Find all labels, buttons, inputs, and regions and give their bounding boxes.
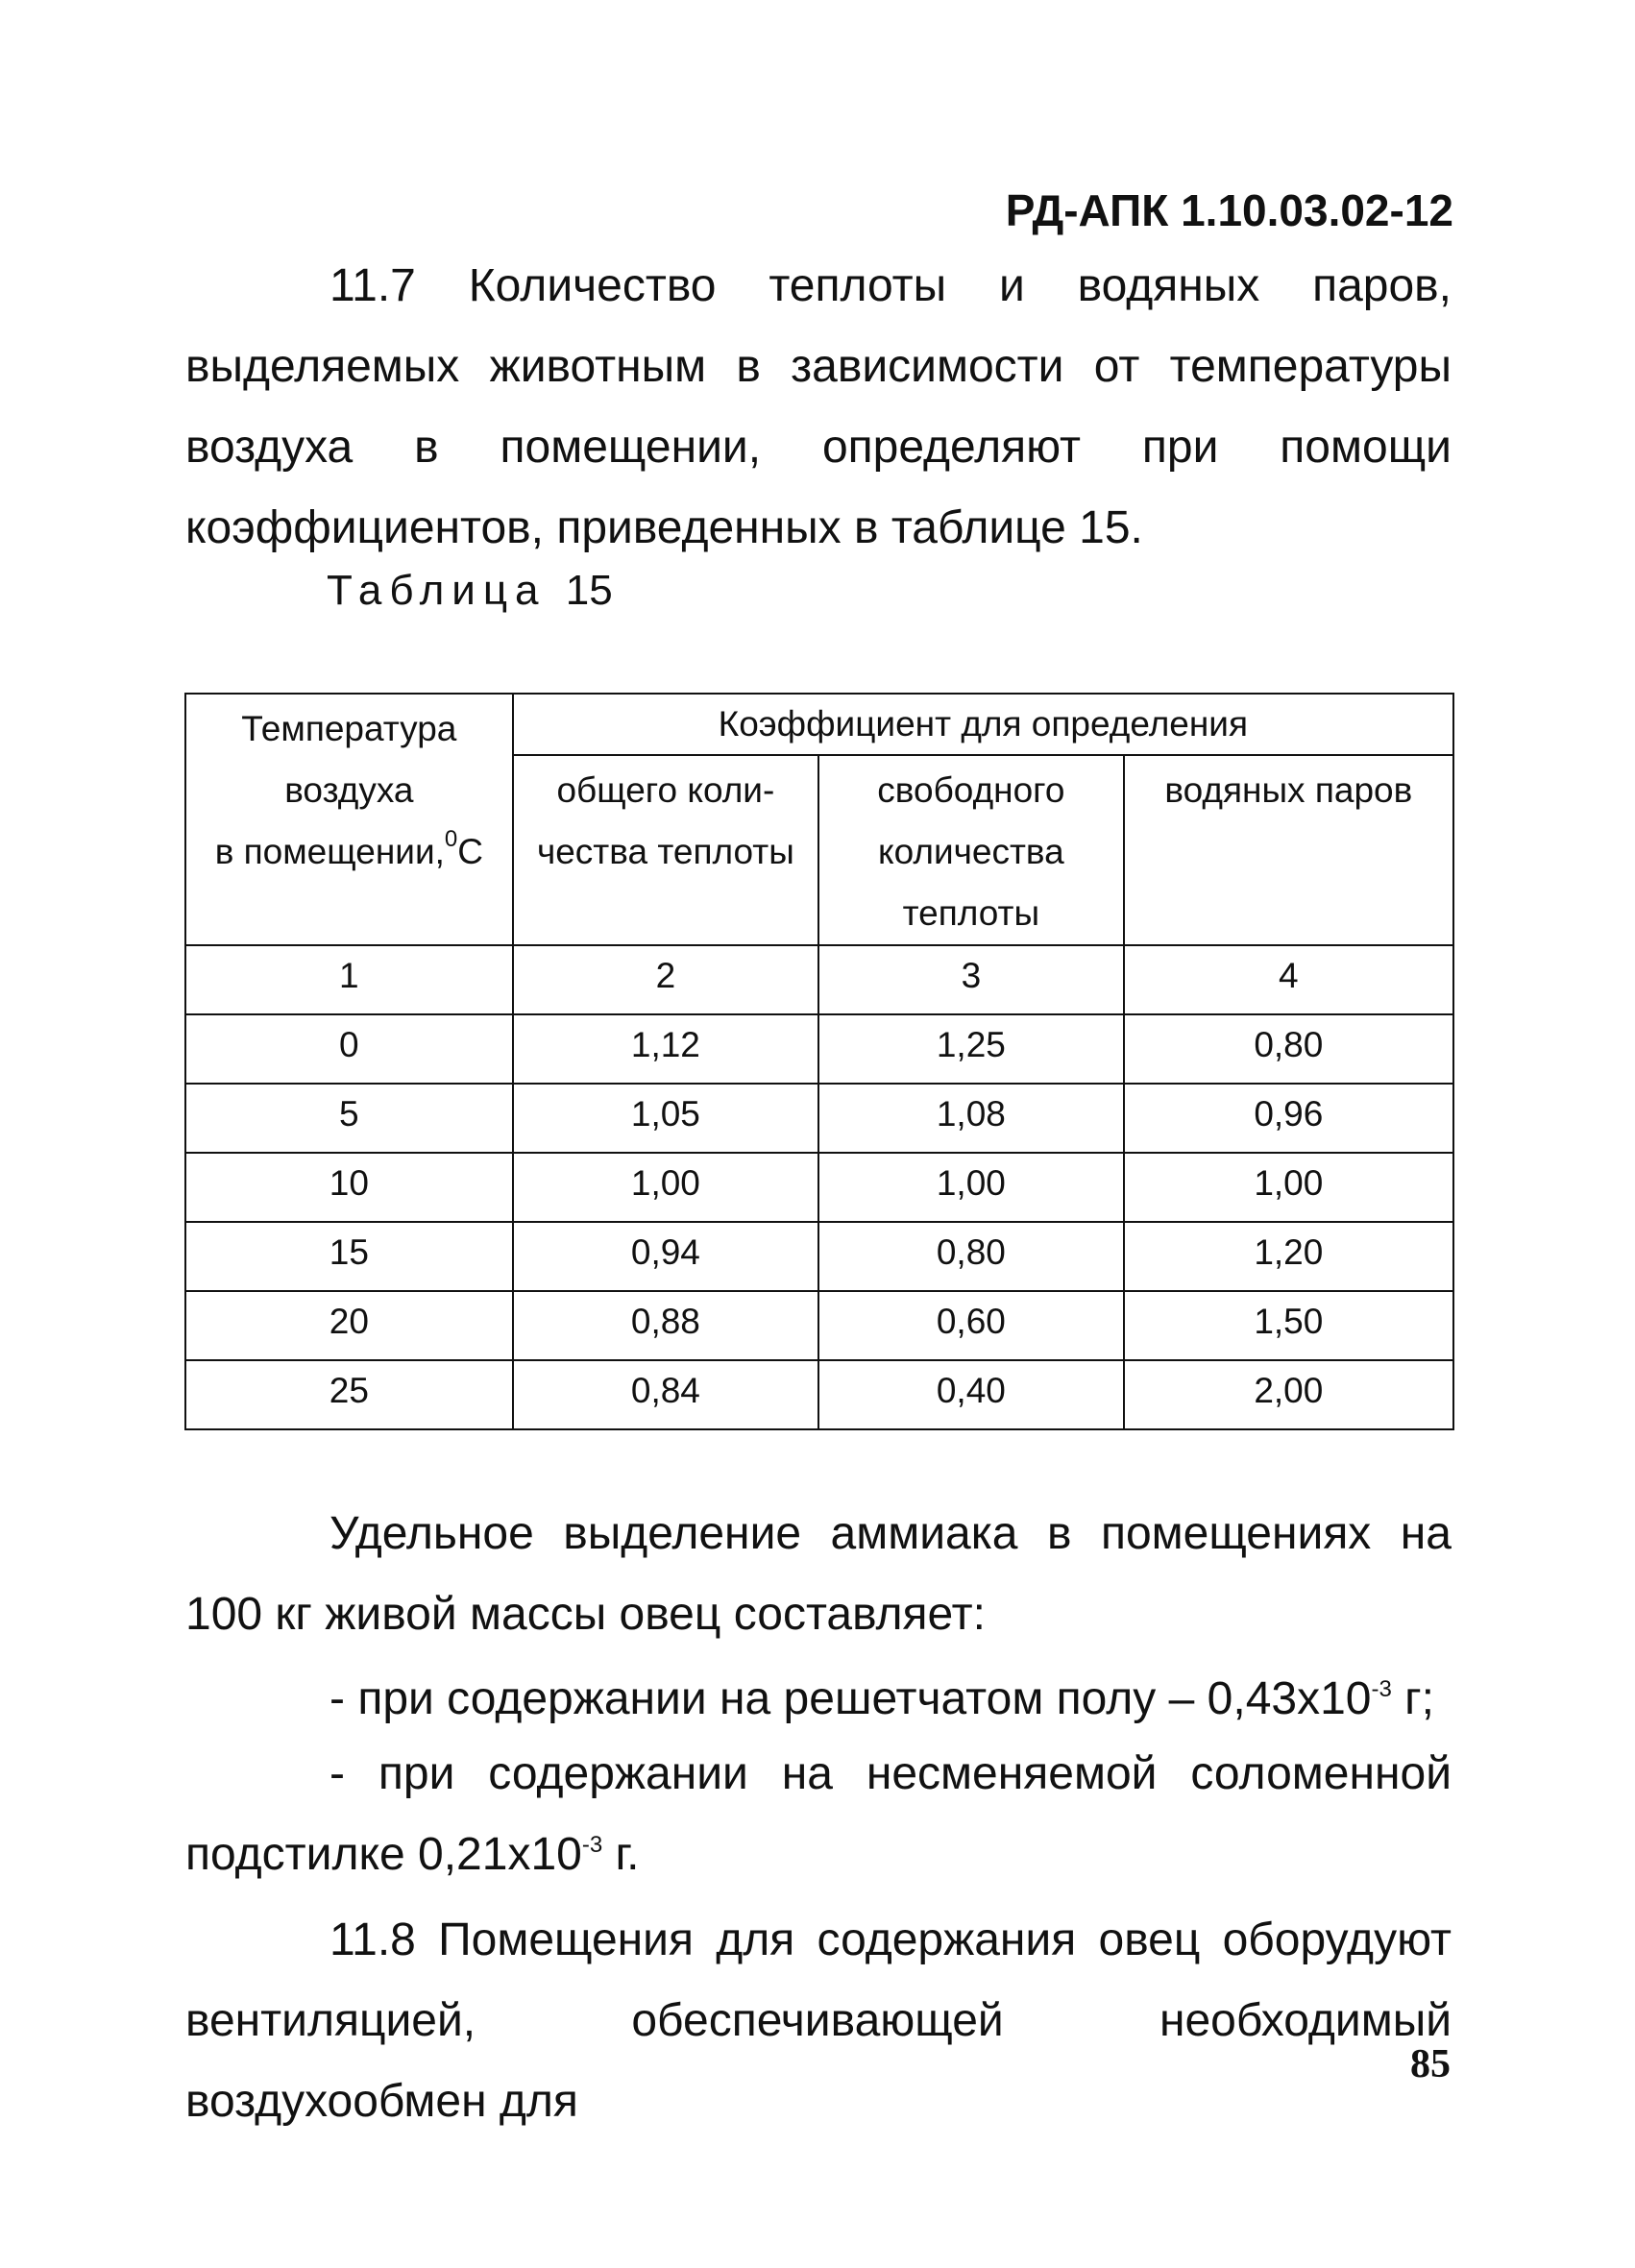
table-cell: 0,40	[818, 1360, 1124, 1429]
table-cell: 25	[185, 1360, 513, 1429]
document-code: РД-АПК 1.10.03.02-12	[1005, 185, 1453, 235]
table-cell: 0,94	[513, 1222, 818, 1291]
table-cell: 15	[185, 1222, 513, 1291]
coefficient-table	[184, 693, 1454, 1430]
table-row	[185, 1222, 1453, 1291]
table-cell: 1,20	[1124, 1222, 1453, 1291]
header-coefficient-group: Коэффициент для определения	[513, 694, 1453, 755]
table-cell: 1,25	[818, 1014, 1124, 1084]
column-number: 4	[1124, 945, 1453, 1014]
table-cell: 5	[185, 1084, 513, 1153]
table-cell: 1,00	[1124, 1153, 1453, 1222]
exponent-superscript: -3	[581, 1832, 603, 1858]
paragraph-11-7: 11.7 Количество теплоты и водяных паров, выделяемых животным в зависимости от температуры воздуха в помещении, определяют при помощи коэффициентов, приведенных в таблице 15.	[185, 260, 1452, 553]
table-cell: 1,00	[513, 1153, 818, 1222]
table-caption	[327, 567, 613, 615]
header-air-temperature	[185, 694, 513, 945]
page-number: 85	[1410, 2042, 1451, 2086]
bullet-straw-bedding: - при содержании на несменяемой соломенной подстилке $0,21х10^{-3}$ г.	[185, 1748, 1452, 1880]
table-cell: 1,05	[513, 1084, 818, 1153]
table-row	[185, 1014, 1453, 1084]
exponent-superscript: -3	[1371, 1676, 1392, 1702]
column-number: 3	[818, 945, 1124, 1014]
bullet-grated-floor: - при содержании на решетчатом полу – $0,43х10^{-3}$ г;	[329, 1673, 1435, 1724]
table-row	[185, 1360, 1453, 1429]
table-row	[185, 1291, 1453, 1360]
table-row	[185, 1084, 1453, 1153]
table-cell: 1,00	[818, 1153, 1124, 1222]
header-temp-line-2: воздуха	[284, 770, 414, 810]
table-cell: 0,80	[818, 1222, 1124, 1291]
table-cell: 0,96	[1124, 1084, 1453, 1153]
paragraph-11-8: 11.8 Помещения для содержания овец оборудуют вентиляцией, обеспечивающей необходимый воздухообмен для	[185, 1914, 1452, 2127]
table-cell: 1,50	[1124, 1291, 1453, 1360]
paragraph-ammonia: Удельное выделение аммиака в помещениях на 100 кг живой массы овец составляет:	[185, 1508, 1452, 1640]
degree-superscript: 0	[444, 826, 458, 852]
header-temp-line-3: в помещении,$^0$С	[214, 826, 483, 871]
table-cell: 2,00	[1124, 1360, 1453, 1429]
table-caption-word: Таблица	[327, 567, 547, 614]
column-number: 2	[513, 945, 818, 1014]
table-cell: 1,12	[513, 1014, 818, 1084]
column-number-row	[185, 945, 1453, 1014]
column-number: 1	[185, 945, 513, 1014]
header-water-vapor: водяных паров	[1124, 755, 1453, 945]
header-total-heat: общего коли- чества теплоты	[513, 755, 818, 945]
table-caption-number: 15	[565, 567, 613, 614]
table-cell: 0,60	[818, 1291, 1124, 1360]
table-cell: 0,84	[513, 1360, 818, 1429]
header-free-heat: свободного количества теплоты	[818, 755, 1124, 945]
table-cell: 1,08	[818, 1084, 1124, 1153]
table-cell: 20	[185, 1291, 513, 1360]
table-cell: 10	[185, 1153, 513, 1222]
table-cell: 0,88	[513, 1291, 818, 1360]
table-row	[185, 1153, 1453, 1222]
header-temp-line-1: Температура	[241, 709, 457, 748]
table-cell: 0	[185, 1014, 513, 1084]
table-cell: 0,80	[1124, 1014, 1453, 1084]
